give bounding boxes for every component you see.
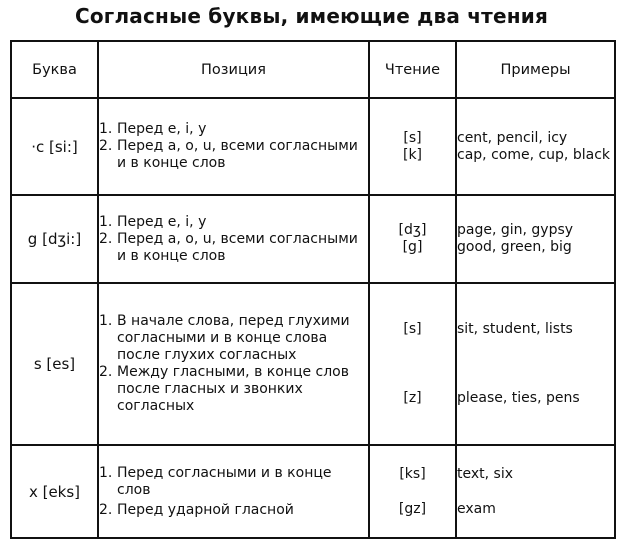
reading: [dʒ]: [398, 222, 427, 238]
position-number: 1.: [99, 121, 113, 137]
position-text: Перед ударной гласной: [117, 501, 294, 518]
position-item: [99, 313, 368, 364]
table-title: Согласные буквы, имеющие два чтения: [74, 4, 549, 28]
reading-cell: [369, 283, 456, 445]
position-text: Перед a, o, u, всеми согласными и в конце слов: [117, 138, 358, 171]
reading-cell: [369, 98, 456, 195]
example-line: page, gin, gypsy: [457, 222, 574, 238]
letter-cell: ·c [si:]: [11, 98, 98, 195]
spacer: [457, 338, 614, 390]
position-cell: [98, 98, 369, 195]
position-number: 2.: [99, 138, 113, 154]
spacer: [457, 483, 614, 501]
reading: [gz]: [398, 500, 427, 517]
table-row: [11, 445, 615, 538]
examples-cell: [456, 98, 615, 195]
examples-cell: [456, 445, 615, 538]
position-text: Перед a, o, u, всеми согласными и в конце слов: [117, 230, 358, 264]
position-number: 2.: [99, 501, 113, 518]
example-line: good, green, big: [457, 239, 572, 255]
reading: [z]: [403, 390, 422, 406]
position-cell: [98, 283, 369, 445]
header-position: Позиция: [98, 41, 369, 98]
position-item: [99, 502, 368, 519]
reading: [g]: [402, 239, 423, 255]
position-number: 1.: [99, 313, 113, 329]
position-text: Между гласными, в конце слов после гласных и звонких согласных: [117, 364, 349, 414]
position-item: [99, 121, 368, 138]
examples-cell: [456, 283, 615, 445]
header-row: [11, 41, 615, 98]
position-text: Перед согласными и в конце слов: [117, 464, 332, 498]
reading-cell: [369, 445, 456, 538]
position-text: Перед e, i, y: [117, 213, 207, 230]
position-cell: [98, 445, 369, 538]
table-row: [11, 283, 615, 445]
letter-cell: g [dʒi:]: [11, 195, 98, 283]
position-cell: [98, 195, 369, 283]
letter-cell: x [eks]: [11, 445, 98, 538]
example-line: please, ties, pens: [457, 390, 580, 406]
example-line: text, six: [457, 465, 513, 482]
reading-cell: [369, 195, 456, 283]
position-item: [99, 138, 368, 172]
header-letter: Буква: [11, 41, 98, 98]
position-number: 2.: [99, 230, 113, 247]
reading: [k]: [402, 146, 423, 163]
letter-cell: s [es]: [11, 283, 98, 445]
header-examples: Примеры: [456, 41, 615, 98]
examples-cell: [456, 195, 615, 283]
table-row: [11, 195, 615, 283]
position-number: 1.: [99, 213, 113, 230]
spacer: [370, 483, 455, 501]
example-line: sit, student, lists: [457, 321, 573, 337]
reading: [s]: [403, 321, 422, 337]
header-reading: Чтение: [369, 41, 456, 98]
position-item: [99, 364, 368, 415]
table-row: [11, 98, 615, 195]
position-item: [99, 214, 368, 231]
example-line: exam: [457, 500, 496, 517]
position-number: 2.: [99, 364, 113, 380]
spacer: [370, 338, 455, 390]
example-line: cent, pencil, icy: [457, 129, 568, 146]
position-item: [99, 465, 368, 499]
position-number: 1.: [99, 464, 113, 481]
position-text: В начале слова, перед глухими согласными и в конце слова после глухих согласных: [117, 313, 350, 363]
reading: [s]: [403, 129, 422, 146]
example-line: cap, come, cup, black: [457, 146, 610, 163]
position-item: [99, 231, 368, 265]
position-text: Перед e, i, y: [117, 121, 207, 137]
reading: [ks]: [399, 465, 426, 482]
consonants-table: [10, 40, 616, 539]
